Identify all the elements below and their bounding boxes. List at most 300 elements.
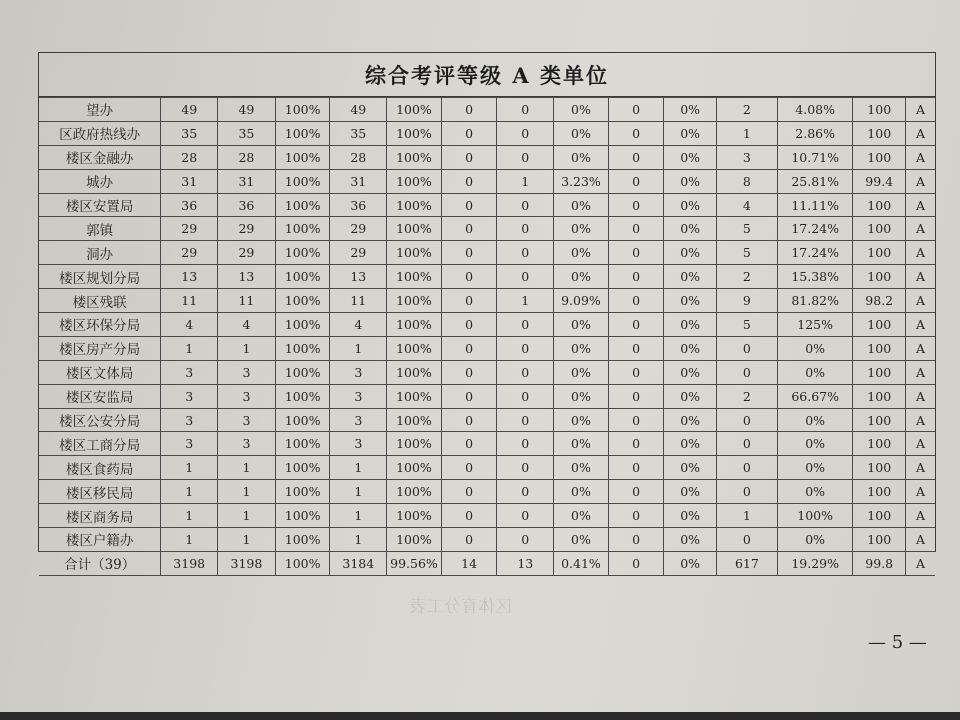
table-cell: 0% [664, 289, 717, 313]
table-cell: 0 [441, 121, 497, 145]
unit-name-cell: 楼区商务局 [39, 504, 161, 528]
table-cell: 0 [441, 480, 497, 504]
table-cell: 3 [161, 432, 218, 456]
table-cell: 11 [330, 289, 387, 313]
table-cell: 17.24% [777, 217, 853, 241]
table-cell: 0 [441, 145, 497, 169]
table-cell: A [905, 241, 935, 265]
table-cell: 0 [497, 241, 554, 265]
table-cell: 31 [330, 169, 387, 193]
table-cell: 1 [218, 528, 276, 552]
table-cell: 0 [497, 432, 554, 456]
table-cell: 0% [664, 265, 717, 289]
table-cell: 99.56% [387, 551, 442, 575]
unit-name-cell: 望办 [39, 98, 161, 122]
table-cell: 31 [161, 169, 218, 193]
table-cell: 100% [275, 313, 330, 337]
table-cell: 1 [218, 456, 276, 480]
table-cell: 0 [441, 360, 497, 384]
table-cell: 28 [330, 145, 387, 169]
table-cell: 100% [387, 145, 442, 169]
table-cell: 0 [608, 169, 664, 193]
table-cell: 1 [330, 336, 387, 360]
table-cell: 100% [275, 480, 330, 504]
table-cell: 0 [441, 432, 497, 456]
table-cell: 617 [716, 551, 777, 575]
table-cell: 100% [275, 193, 330, 217]
table-cell: 100 [853, 336, 906, 360]
table-cell: 4 [161, 313, 218, 337]
table-cell: 3 [330, 384, 387, 408]
unit-name-cell: 合计（39） [39, 551, 161, 575]
table-cell: 49 [218, 98, 276, 122]
table-cell: 1 [330, 456, 387, 480]
table-cell: 100 [853, 121, 906, 145]
table-cell: 0% [554, 504, 609, 528]
table-cell: 0% [664, 336, 717, 360]
table-cell: 0 [441, 193, 497, 217]
table-row [39, 121, 935, 145]
table-row [39, 241, 935, 265]
table-cell: 0% [664, 145, 717, 169]
table-cell: 0 [716, 432, 777, 456]
table-cell: A [905, 98, 935, 122]
table-cell: 0 [497, 121, 554, 145]
table-body [39, 98, 935, 576]
table-cell: 3 [330, 408, 387, 432]
table-cell: 29 [218, 217, 276, 241]
table-row [39, 384, 935, 408]
table-cell: 0 [497, 384, 554, 408]
table-cell: 100% [275, 241, 330, 265]
table-cell: 0 [441, 408, 497, 432]
table-cell: 0 [497, 193, 554, 217]
unit-name-cell: 楼区安置局 [39, 193, 161, 217]
table-cell: 29 [161, 241, 218, 265]
table-cell: 0 [497, 480, 554, 504]
table-cell: 100% [777, 504, 853, 528]
table-cell: 0 [497, 145, 554, 169]
table-cell: 100% [387, 289, 442, 313]
table-cell: A [905, 217, 935, 241]
table-cell: 28 [218, 145, 276, 169]
unit-name-cell: 楼区金融办 [39, 145, 161, 169]
table-cell: 29 [218, 241, 276, 265]
table-total-row [39, 551, 935, 575]
unit-name-cell: 楼区公安分局 [39, 408, 161, 432]
table-cell: 100 [853, 313, 906, 337]
table-cell: 0 [608, 289, 664, 313]
table-cell: 0% [554, 313, 609, 337]
table-cell: 100 [853, 145, 906, 169]
table-cell: 29 [161, 217, 218, 241]
table-cell: 3 [218, 360, 276, 384]
table-cell: 0 [716, 528, 777, 552]
table-cell: 0 [441, 241, 497, 265]
table-cell: 0% [554, 121, 609, 145]
table-cell: 100 [853, 408, 906, 432]
table-cell: 0 [608, 480, 664, 504]
table-cell: 0% [554, 98, 609, 122]
table-row [39, 265, 935, 289]
table-cell: 0% [664, 121, 717, 145]
table-cell: 100% [387, 265, 442, 289]
table-row [39, 432, 935, 456]
table-cell: 100% [387, 98, 442, 122]
table-row [39, 336, 935, 360]
table-cell: A [905, 384, 935, 408]
table-cell: 0% [554, 217, 609, 241]
table-cell: 100% [275, 265, 330, 289]
table-cell: 1 [330, 528, 387, 552]
table-cell: 0% [554, 193, 609, 217]
table-row [39, 145, 935, 169]
table-cell: 0 [497, 456, 554, 480]
table-cell: 1 [218, 504, 276, 528]
table-cell: 0% [664, 169, 717, 193]
table-cell: A [905, 145, 935, 169]
table-cell: A [905, 336, 935, 360]
table-cell: 0 [497, 217, 554, 241]
table-cell: 100% [387, 408, 442, 432]
ranking-table [39, 97, 935, 576]
table-cell: A [905, 528, 935, 552]
table-cell: 13 [497, 551, 554, 575]
table-cell: 100% [387, 241, 442, 265]
table-cell: 0% [664, 98, 717, 122]
table-cell: 1 [330, 504, 387, 528]
table-cell: 1 [161, 504, 218, 528]
table-cell: 0 [716, 480, 777, 504]
table-cell: 4 [330, 313, 387, 337]
table-row [39, 360, 935, 384]
table-cell: 0 [716, 360, 777, 384]
table-cell: A [905, 121, 935, 145]
table-cell: 0 [441, 289, 497, 313]
table-cell: 0 [497, 528, 554, 552]
table-cell: 0 [608, 121, 664, 145]
table-cell: 100% [275, 217, 330, 241]
table-cell: 1 [161, 456, 218, 480]
table-cell: 1 [218, 480, 276, 504]
table-cell: 3 [218, 432, 276, 456]
table-cell: 0% [664, 384, 717, 408]
table-cell: 100% [387, 360, 442, 384]
table-cell: 0% [554, 408, 609, 432]
table-cell: 0% [554, 480, 609, 504]
table-cell: 3.23% [554, 169, 609, 193]
table-cell: 99.4 [853, 169, 906, 193]
table-cell: 0 [608, 360, 664, 384]
table-row [39, 456, 935, 480]
unit-name-cell: 楼区安监局 [39, 384, 161, 408]
table-cell: 100 [853, 98, 906, 122]
table-cell: 3 [330, 360, 387, 384]
table-cell: 0% [777, 456, 853, 480]
table-cell: 31 [218, 169, 276, 193]
table-cell: 100 [853, 456, 906, 480]
table-cell: 0 [441, 98, 497, 122]
table-cell: 0% [777, 480, 853, 504]
table-cell: 100% [275, 360, 330, 384]
table-cell: 0 [497, 360, 554, 384]
unit-name-cell: 楼区规划分局 [39, 265, 161, 289]
table-cell: 0% [777, 528, 853, 552]
table-cell: 0 [608, 408, 664, 432]
table-cell: 0% [664, 408, 717, 432]
table-cell: 1 [218, 336, 276, 360]
table-cell: 100% [275, 336, 330, 360]
table-cell: 25.81% [777, 169, 853, 193]
table-cell: 4.08% [777, 98, 853, 122]
table-cell: 11 [218, 289, 276, 313]
table-cell: 0% [554, 384, 609, 408]
table-row [39, 193, 935, 217]
table-cell: 100% [275, 169, 330, 193]
table-row [39, 217, 935, 241]
table-cell: 3 [218, 408, 276, 432]
table-cell: 100 [853, 193, 906, 217]
table-cell: 8 [716, 169, 777, 193]
table-cell: 0% [664, 551, 717, 575]
table-cell: 1 [161, 480, 218, 504]
table-cell: 0 [441, 265, 497, 289]
table-row [39, 408, 935, 432]
table-cell: 28 [161, 145, 218, 169]
table-cell: 100% [275, 528, 330, 552]
table-row [39, 504, 935, 528]
unit-name-cell: 楼区食药局 [39, 456, 161, 480]
table-cell: 0 [497, 98, 554, 122]
table-cell: 0 [608, 241, 664, 265]
table-cell: A [905, 193, 935, 217]
table-cell: A [905, 480, 935, 504]
unit-name-cell: 楼区文体局 [39, 360, 161, 384]
table-cell: 35 [218, 121, 276, 145]
table-cell: A [905, 504, 935, 528]
table-cell: 100 [853, 504, 906, 528]
table-cell: 0% [554, 145, 609, 169]
table-cell: 1 [330, 480, 387, 504]
table-cell: 0% [664, 456, 717, 480]
table-cell: A [905, 289, 935, 313]
table-cell: 3 [161, 360, 218, 384]
table-cell: 0% [554, 360, 609, 384]
table-cell: 0% [664, 217, 717, 241]
table-cell: 100 [853, 360, 906, 384]
table-cell: 0 [441, 456, 497, 480]
unit-name-cell: 楼区环保分局 [39, 313, 161, 337]
table-cell: 2 [716, 98, 777, 122]
table-cell: A [905, 551, 935, 575]
table-cell: 0% [664, 360, 717, 384]
table-cell: A [905, 265, 935, 289]
table-cell: 9.09% [554, 289, 609, 313]
table-cell: 100% [275, 145, 330, 169]
table-row [39, 480, 935, 504]
table-cell: 3198 [218, 551, 276, 575]
table-cell: 13 [330, 265, 387, 289]
table-cell: 100 [853, 480, 906, 504]
table-cell: 0 [716, 456, 777, 480]
table-cell: 0 [716, 408, 777, 432]
table-cell: 0 [608, 504, 664, 528]
table-cell: 49 [161, 98, 218, 122]
table-cell: 0% [777, 432, 853, 456]
table-cell: 0 [608, 313, 664, 337]
table-cell: 36 [330, 193, 387, 217]
table-title: 综合考评等级 A 类单位 [39, 53, 935, 97]
table-cell: 125% [777, 313, 853, 337]
table-cell: A [905, 408, 935, 432]
table-cell: A [905, 169, 935, 193]
table-cell: 1 [161, 528, 218, 552]
table-cell: 0% [777, 408, 853, 432]
table-cell: 4 [716, 193, 777, 217]
table-cell: 100 [853, 432, 906, 456]
table-cell: 0 [608, 432, 664, 456]
table-cell: 0 [441, 336, 497, 360]
table-cell: 0% [554, 456, 609, 480]
table-cell: 0 [497, 504, 554, 528]
table-cell: 1 [716, 121, 777, 145]
table-cell: 0 [608, 98, 664, 122]
table-cell: 0 [441, 528, 497, 552]
table-cell: 2.86% [777, 121, 853, 145]
table-cell: 0% [664, 528, 717, 552]
table-cell: A [905, 313, 935, 337]
table-cell: 0 [441, 313, 497, 337]
unit-name-cell: 楼区房产分局 [39, 336, 161, 360]
table-cell: 3 [161, 408, 218, 432]
table-cell: 13 [218, 265, 276, 289]
unit-name-cell: 郭镇 [39, 217, 161, 241]
table-cell: 0% [777, 336, 853, 360]
unit-name-cell: 楼区残联 [39, 289, 161, 313]
table-cell: 0 [497, 336, 554, 360]
table-cell: 0% [554, 265, 609, 289]
table-cell: 0% [664, 504, 717, 528]
table-cell: 100% [275, 456, 330, 480]
table-cell: 0 [716, 336, 777, 360]
table-row [39, 98, 935, 122]
table-cell: 0 [608, 217, 664, 241]
table-cell: 9 [716, 289, 777, 313]
unit-name-cell: 区政府热线办 [39, 121, 161, 145]
table-cell: 0 [608, 551, 664, 575]
table-cell: 100 [853, 528, 906, 552]
table-cell: 4 [218, 313, 276, 337]
unit-name-cell: 洞办 [39, 241, 161, 265]
unit-name-cell: 城办 [39, 169, 161, 193]
table-cell: 0 [497, 313, 554, 337]
table-cell: 0 [608, 145, 664, 169]
table-cell: 3198 [161, 551, 218, 575]
table-cell: 100% [275, 432, 330, 456]
table-cell: 1 [497, 169, 554, 193]
table-cell: 29 [330, 217, 387, 241]
table-cell: 2 [716, 265, 777, 289]
table-cell: 0% [664, 241, 717, 265]
table-cell: 0 [497, 408, 554, 432]
table-cell: 100% [387, 384, 442, 408]
table-cell: 0 [497, 265, 554, 289]
table-cell: A [905, 432, 935, 456]
table-cell: 0 [608, 384, 664, 408]
table-cell: 35 [330, 121, 387, 145]
table-cell: 0% [777, 360, 853, 384]
table-cell: 0% [554, 336, 609, 360]
table-cell: 0 [441, 504, 497, 528]
table-cell: 0% [554, 432, 609, 456]
table-cell: 100% [275, 504, 330, 528]
table-cell: 5 [716, 217, 777, 241]
table-cell: 98.2 [853, 289, 906, 313]
table-cell: 36 [161, 193, 218, 217]
table-cell: 3 [716, 145, 777, 169]
table-cell: 0 [441, 384, 497, 408]
table-cell: 100% [275, 551, 330, 575]
table-cell: 100% [387, 480, 442, 504]
table-cell: 11.11% [777, 193, 853, 217]
table-cell: 0% [554, 528, 609, 552]
table-cell: 3 [161, 384, 218, 408]
table-cell: 1 [497, 289, 554, 313]
table-cell: 0 [608, 456, 664, 480]
table-cell: 35 [161, 121, 218, 145]
table-cell: 100% [275, 408, 330, 432]
table-cell: 49 [330, 98, 387, 122]
table-cell: 5 [716, 241, 777, 265]
table-cell: 0 [608, 265, 664, 289]
table-cell: 0 [441, 169, 497, 193]
table-row [39, 169, 935, 193]
table-cell: 100 [853, 265, 906, 289]
table-cell: 100% [387, 432, 442, 456]
table-row [39, 313, 935, 337]
table-cell: A [905, 456, 935, 480]
table-cell: 0% [664, 193, 717, 217]
table-cell: 13 [161, 265, 218, 289]
table-cell: 0% [664, 313, 717, 337]
table-cell: 17.24% [777, 241, 853, 265]
ranking-table-frame [38, 52, 936, 574]
table-cell: 0 [608, 528, 664, 552]
table-cell: 11 [161, 289, 218, 313]
table-cell: 100% [387, 336, 442, 360]
table-cell: 100% [387, 504, 442, 528]
table-cell: 100% [387, 121, 442, 145]
table-cell: 0% [664, 432, 717, 456]
table-cell: 3 [330, 432, 387, 456]
table-cell: 5 [716, 313, 777, 337]
table-cell: 100 [853, 217, 906, 241]
table-cell: 66.67% [777, 384, 853, 408]
table-cell: 29 [330, 241, 387, 265]
table-cell: 0 [441, 217, 497, 241]
table-cell: 100% [275, 121, 330, 145]
unit-name-cell: 楼区工商分局 [39, 432, 161, 456]
table-cell: 99.8 [853, 551, 906, 575]
table-cell: A [905, 360, 935, 384]
table-cell: 100% [387, 313, 442, 337]
table-cell: 100 [853, 241, 906, 265]
table-row [39, 528, 935, 552]
table-cell: 0 [608, 336, 664, 360]
table-cell: 14 [441, 551, 497, 575]
table-cell: 100% [387, 217, 442, 241]
table-cell: 10.71% [777, 145, 853, 169]
